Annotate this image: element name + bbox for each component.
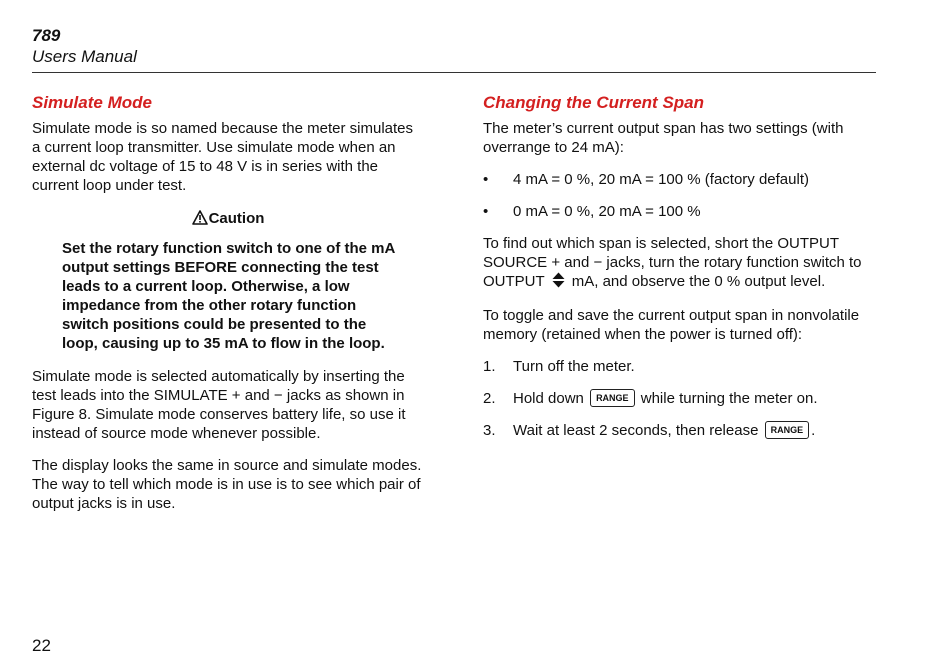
list-item (483, 357, 883, 376)
left-column (32, 92, 424, 526)
list-item (483, 389, 883, 408)
display-paragraph: The display looks the same in source and simulate modes. The way to tell which mode is in use is to see which pair of output jacks is in use. (32, 457, 422, 512)
caution-label: Caution (208, 210, 265, 227)
simulate-intro-paragraph: Simulate mode is so named because the meter simulates a current loop transmitter. Use simulate mode when an external dc voltage of 15 to 48 V is in series with the current loop under test. (32, 120, 414, 194)
section-heading-simulate-mode: Simulate Mode (32, 93, 152, 112)
header-manual-title: Users Manual (32, 47, 137, 66)
right-column (483, 92, 883, 453)
find-span-text-a: To find out which span is selected, short the OUTPUT SOURCE + and − jacks, turn the rotary function switch to OUTPUT (483, 235, 862, 290)
list-item (483, 202, 883, 221)
step-number: 3. (483, 422, 496, 439)
step-number: 2. (483, 390, 496, 407)
step-text: Turn off the meter. (513, 358, 635, 375)
simulate-selection-paragraph: Simulate mode is selected automatically by inserting the test leads into the SIMULATE + and − jacks as shown in Figure 8. Simulate mode conserves battery life, so use it instead of source mode whenever possible. (32, 368, 406, 442)
header-divider (32, 72, 876, 73)
step-text: while turning the meter on. (640, 390, 818, 407)
bullet-mark: • (483, 203, 489, 220)
find-span-paragraph (483, 234, 883, 293)
range-key-icon: RANGE (590, 389, 635, 407)
header-model-number: 789 (32, 26, 61, 45)
page-header (32, 26, 876, 67)
find-span-text-b: mA, and observe the 0 % output level. (571, 273, 826, 290)
step-text: Hold down (513, 390, 584, 407)
caution-title (32, 209, 424, 230)
span-intro-paragraph: The meter’s current output span has two settings (with overrange to 24 mA): (483, 120, 844, 156)
list-item (483, 421, 883, 440)
bullet-text: 0 mA = 0 %, 20 mA = 100 % (513, 203, 701, 220)
bullet-mark: • (483, 171, 489, 188)
warning-triangle-icon (192, 210, 208, 230)
section-heading-current-span: Changing the Current Span (483, 93, 704, 112)
bullet-text: 4 mA = 0 %, 20 mA = 100 % (factory default) (513, 171, 809, 188)
range-key-icon: RANGE (765, 421, 810, 439)
step-text: . (811, 422, 816, 439)
list-item (483, 170, 883, 189)
step-number: 1. (483, 358, 496, 375)
caution-text: Set the rotary function switch to one of the mA output settings BEFORE connecting the test leads to a current loop. Otherwise, a low impedance from the other rotary function switch positions could be presented to the loop, causing up to 35 mA to flow in the loop. (62, 240, 395, 352)
up-down-arrow-icon (552, 272, 565, 293)
page-number: 22 (32, 636, 51, 655)
step-text: Wait at least 2 seconds, then release (513, 422, 759, 439)
toggle-span-paragraph: To toggle and save the current output span in nonvolatile memory (retained when the power is turned off): (483, 307, 860, 343)
